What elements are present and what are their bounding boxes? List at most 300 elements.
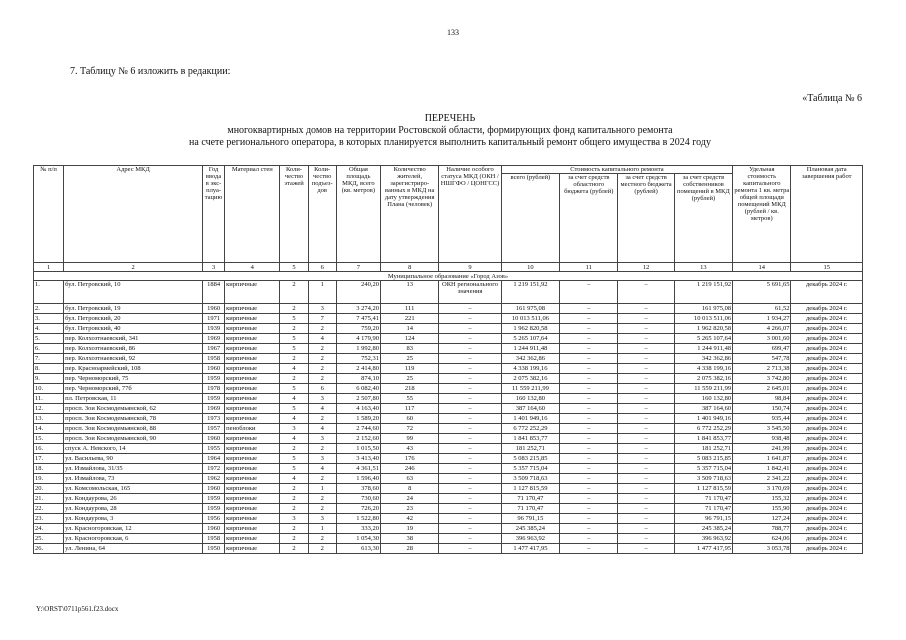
unit-cost-cell: 3 001,60	[733, 334, 791, 344]
material-cell: кирпичные	[225, 374, 280, 384]
cost-local-cell: –	[618, 394, 674, 404]
cost-owners-cell: 387 164,60	[674, 404, 732, 414]
cost-local-cell: –	[618, 464, 674, 474]
unit-cost-cell: 61,52	[733, 304, 791, 314]
material-cell: кирпичные	[225, 514, 280, 524]
unit-cost-cell: 3 742,80	[733, 374, 791, 384]
cost-regional-cell: –	[560, 334, 618, 344]
residents-cell: 111	[381, 304, 439, 314]
status-cell: –	[439, 314, 501, 324]
header-cost-local: за счет средств местного бюджета (рублей)	[618, 174, 674, 263]
floors-cell: 2	[280, 504, 308, 514]
floors-cell: 5	[280, 384, 308, 394]
cost-total-cell: 387 164,60	[501, 404, 559, 414]
address-cell: просп. Зои Космодемьянской, 90	[64, 434, 203, 444]
column-number: 12	[618, 263, 674, 272]
address-cell: ул. Комсомольская, 165	[64, 484, 203, 494]
material-cell: пеноблоки	[225, 424, 280, 434]
cost-regional-cell: –	[560, 374, 618, 384]
header-deadline: Плановая дата завершения работ	[791, 166, 863, 263]
year-cell: 1957	[203, 424, 225, 434]
deadline-cell: декабрь 2024 г.	[791, 524, 863, 534]
area-cell: 378,60	[336, 484, 380, 494]
status-cell: –	[439, 344, 501, 354]
cost-total-cell: 71 170,47	[501, 504, 559, 514]
floors-cell: 2	[280, 304, 308, 314]
year-cell: 1960	[203, 364, 225, 374]
address-cell: бул. Петровский, 19	[64, 304, 203, 314]
material-cell: кирпичные	[225, 364, 280, 374]
address-cell: ул. Кондаурова, 3	[64, 514, 203, 524]
cost-total-cell: 1 127 815,59	[501, 484, 559, 494]
column-number: 13	[674, 263, 732, 272]
material-cell: кирпичные	[225, 324, 280, 334]
row-number: 1.	[34, 281, 64, 304]
year-cell: 1969	[203, 404, 225, 414]
deadline-cell: декабрь 2024 г.	[791, 314, 863, 324]
year-cell: 1960	[203, 434, 225, 444]
material-cell: кирпичные	[225, 444, 280, 454]
area-cell: 4 361,51	[336, 464, 380, 474]
table-row	[34, 414, 863, 424]
column-number: 1	[34, 263, 64, 272]
unit-cost-cell: 241,99	[733, 444, 791, 454]
residents-cell: 23	[381, 504, 439, 514]
cost-local-cell: –	[618, 374, 674, 384]
table-row	[34, 444, 863, 454]
residents-cell: 24	[381, 494, 439, 504]
unit-cost-cell: 935,44	[733, 414, 791, 424]
floors-cell: 2	[280, 374, 308, 384]
row-number: 26.	[34, 544, 64, 554]
table-row	[34, 384, 863, 394]
cost-regional-cell: –	[560, 414, 618, 424]
cost-regional-cell: –	[560, 454, 618, 464]
cost-owners-cell: 160 132,80	[674, 394, 732, 404]
entrances-cell: 2	[308, 324, 336, 334]
address-cell: спуск А. Невского, 14	[64, 444, 203, 454]
file-path-footer: Y:\ORST\0711p561.f23.docx	[36, 605, 119, 613]
residents-cell: 99	[381, 434, 439, 444]
entrances-cell: 4	[308, 404, 336, 414]
deadline-cell: декабрь 2024 г.	[791, 394, 863, 404]
cost-owners-cell: 11 559 211,99	[674, 384, 732, 394]
deadline-cell: декабрь 2024 г.	[791, 504, 863, 514]
cost-local-cell: –	[618, 281, 674, 304]
residents-cell: 124	[381, 334, 439, 344]
unit-cost-cell: 1 934,27	[733, 314, 791, 324]
unit-cost-cell: 1 842,41	[733, 464, 791, 474]
cost-regional-cell: –	[560, 494, 618, 504]
entrances-cell: 3	[308, 304, 336, 314]
table-row	[34, 304, 863, 314]
material-cell: кирпичные	[225, 494, 280, 504]
area-cell: 3 413,40	[336, 454, 380, 464]
year-cell: 1950	[203, 544, 225, 554]
area-cell: 1 054,30	[336, 534, 380, 544]
area-cell: 6 082,40	[336, 384, 380, 394]
residents-cell: 14	[381, 324, 439, 334]
unit-cost-cell: 2 713,38	[733, 364, 791, 374]
row-number: 22.	[34, 504, 64, 514]
address-cell: ул. Измайлова, 31/35	[64, 464, 203, 474]
row-number: 6.	[34, 344, 64, 354]
cost-total-cell: 6 772 252,29	[501, 424, 559, 434]
header-area: Общая площадь МКД, всего (кв. метров)	[336, 166, 380, 263]
material-cell: кирпичные	[225, 504, 280, 514]
title-line-2: многоквартирных домов на территории Ростовской области, формирующих фонд капитального ремонта	[227, 125, 673, 136]
floors-cell: 5	[280, 454, 308, 464]
entrances-cell: 3	[308, 434, 336, 444]
cost-local-cell: –	[618, 344, 674, 354]
floors-cell: 5	[280, 344, 308, 354]
residents-cell: 13	[381, 281, 439, 304]
material-cell: кирпичные	[225, 434, 280, 444]
deadline-cell: декабрь 2024 г.	[791, 484, 863, 494]
floors-cell: 3	[280, 424, 308, 434]
entrances-cell: 4	[308, 424, 336, 434]
cost-total-cell: 160 132,80	[501, 394, 559, 404]
year-cell: 1972	[203, 464, 225, 474]
address-cell: ул. Красногоровская, 6	[64, 534, 203, 544]
cost-local-cell: –	[618, 424, 674, 434]
cost-total-cell: 10 013 511,06	[501, 314, 559, 324]
address-cell: просп. Зои Космодемьянской, 62	[64, 404, 203, 414]
status-cell: –	[439, 414, 501, 424]
material-cell: кирпичные	[225, 544, 280, 554]
area-cell: 726,20	[336, 504, 380, 514]
cost-total-cell: 1 841 853,77	[501, 434, 559, 444]
deadline-cell: декабрь 2024 г.	[791, 544, 863, 554]
entrances-cell: 6	[308, 384, 336, 394]
table-row	[34, 281, 863, 304]
year-cell: 1960	[203, 304, 225, 314]
floors-cell: 4	[280, 474, 308, 484]
entrances-cell: 1	[308, 524, 336, 534]
deadline-cell: декабрь 2024 г.	[791, 384, 863, 394]
row-number: 16.	[34, 444, 64, 454]
entrances-cell: 4	[308, 334, 336, 344]
cost-local-cell: –	[618, 384, 674, 394]
cost-total-cell: 396 963,92	[501, 534, 559, 544]
cost-regional-cell: –	[560, 444, 618, 454]
cost-owners-cell: 245 385,24	[674, 524, 732, 534]
unit-cost-cell: 699,47	[733, 344, 791, 354]
entrances-cell: 2	[308, 544, 336, 554]
year-cell: 1962	[203, 474, 225, 484]
residents-cell: 19	[381, 524, 439, 534]
year-cell: 1959	[203, 394, 225, 404]
cost-local-cell: –	[618, 324, 674, 334]
status-cell: –	[439, 494, 501, 504]
unit-cost-cell: 624,06	[733, 534, 791, 544]
address-cell: просп. Зои Космодемьянской, 88	[64, 424, 203, 434]
cost-regional-cell: –	[560, 324, 618, 334]
cost-owners-cell: 161 975,08	[674, 304, 732, 314]
status-cell: –	[439, 394, 501, 404]
status-cell: –	[439, 524, 501, 534]
address-cell: ул. Кондаурова, 28	[64, 504, 203, 514]
cost-regional-cell: –	[560, 314, 618, 324]
cost-regional-cell: –	[560, 484, 618, 494]
entrances-cell: 2	[308, 364, 336, 374]
status-cell: –	[439, 364, 501, 374]
cost-local-cell: –	[618, 454, 674, 464]
cost-total-cell: 1 477 417,95	[501, 544, 559, 554]
deadline-cell: декабрь 2024 г.	[791, 344, 863, 354]
address-cell: бул. Петровский, 40	[64, 324, 203, 334]
table-row	[34, 544, 863, 554]
area-cell: 2 152,60	[336, 434, 380, 444]
table-row	[34, 524, 863, 534]
status-cell: –	[439, 324, 501, 334]
floors-cell: 3	[280, 514, 308, 524]
cost-local-cell: –	[618, 544, 674, 554]
cost-owners-cell: 1 219 151,92	[674, 281, 732, 304]
material-cell: кирпичные	[225, 474, 280, 484]
status-cell: ОКН регионального значения	[439, 281, 501, 304]
row-number: 18.	[34, 464, 64, 474]
row-number: 10.	[34, 384, 64, 394]
area-cell: 7 475,41	[336, 314, 380, 324]
header-cost-owners: за счет средств собственников помещений в МКД (рублей)	[674, 174, 732, 263]
area-cell: 240,20	[336, 281, 380, 304]
floors-cell: 2	[280, 534, 308, 544]
entrances-cell: 3	[308, 514, 336, 524]
year-cell: 1958	[203, 534, 225, 544]
column-number: 3	[203, 263, 225, 272]
table-row	[34, 464, 863, 474]
table-row	[34, 454, 863, 464]
address-cell: пер. Колхозтнаевский, 341	[64, 334, 203, 344]
cost-local-cell: –	[618, 304, 674, 314]
column-numbers-row	[34, 263, 863, 272]
table-row	[34, 484, 863, 494]
cost-owners-cell: 96 791,15	[674, 514, 732, 524]
row-number: 8.	[34, 364, 64, 374]
unit-cost-cell: 2 645,01	[733, 384, 791, 394]
unit-cost-cell: 938,48	[733, 434, 791, 444]
status-cell: –	[439, 334, 501, 344]
area-cell: 752,31	[336, 354, 380, 364]
cost-local-cell: –	[618, 534, 674, 544]
header-cost-total: всего (рублей)	[501, 174, 559, 263]
residents-cell: 72	[381, 424, 439, 434]
material-cell: кирпичные	[225, 304, 280, 314]
cost-regional-cell: –	[560, 544, 618, 554]
cost-total-cell: 1 219 151,92	[501, 281, 559, 304]
cost-regional-cell: –	[560, 304, 618, 314]
table-row	[34, 504, 863, 514]
column-number: 10	[501, 263, 559, 272]
residents-cell: 8	[381, 484, 439, 494]
deadline-cell: декабрь 2024 г.	[791, 304, 863, 314]
status-cell: –	[439, 514, 501, 524]
cost-owners-cell: 1 401 949,16	[674, 414, 732, 424]
row-number: 2.	[34, 304, 64, 314]
residents-cell: 55	[381, 394, 439, 404]
deadline-cell: декабрь 2024 г.	[791, 454, 863, 464]
entrances-cell: 2	[308, 534, 336, 544]
residents-cell: 221	[381, 314, 439, 324]
area-cell: 613,30	[336, 544, 380, 554]
header-residents: Количество жителей, зарегистриро-ванных в МКД на дату утверждения Плана (человек)	[381, 166, 439, 263]
status-cell: –	[439, 454, 501, 464]
cost-local-cell: –	[618, 414, 674, 424]
unit-cost-cell: 98,84	[733, 394, 791, 404]
material-cell: кирпичные	[225, 414, 280, 424]
floors-cell: 2	[280, 544, 308, 554]
header-unit-cost: Удельная стоимость капитального ремонта 1 кв. метра общей площади помещений МКД (рублей / кв. метров)	[733, 166, 791, 263]
table-row	[34, 344, 863, 354]
cost-regional-cell: –	[560, 364, 618, 374]
cost-local-cell: –	[618, 364, 674, 374]
status-cell: –	[439, 464, 501, 474]
entrances-cell: 2	[308, 504, 336, 514]
unit-cost-cell: 547,78	[733, 354, 791, 364]
unit-cost-cell: 3 545,50	[733, 424, 791, 434]
address-cell: просп. Зои Космодемьянской, 78	[64, 414, 203, 424]
table-row	[34, 314, 863, 324]
cost-total-cell: 5 083 215,85	[501, 454, 559, 464]
entrances-cell: 3	[308, 394, 336, 404]
column-number: 8	[381, 263, 439, 272]
area-cell: 1 522,80	[336, 514, 380, 524]
deadline-cell: декабрь 2024 г.	[791, 474, 863, 484]
row-number: 25.	[34, 534, 64, 544]
cost-total-cell: 96 791,15	[501, 514, 559, 524]
year-cell: 1959	[203, 494, 225, 504]
cost-regional-cell: –	[560, 504, 618, 514]
row-number: 12.	[34, 404, 64, 414]
floors-cell: 2	[280, 494, 308, 504]
deadline-cell: декабрь 2024 г.	[791, 414, 863, 424]
title-line-1: ПЕРЕЧЕНЬ	[424, 113, 476, 124]
address-cell: ул. Кондаурова, 26	[64, 494, 203, 504]
floors-cell: 2	[280, 444, 308, 454]
row-number: 23.	[34, 514, 64, 524]
floors-cell: 4	[280, 364, 308, 374]
material-cell: кирпичные	[225, 384, 280, 394]
cost-total-cell: 71 170,47	[501, 494, 559, 504]
status-cell: –	[439, 534, 501, 544]
status-cell: –	[439, 484, 501, 494]
material-cell: кирпичные	[225, 404, 280, 414]
cost-owners-cell: 1 477 417,95	[674, 544, 732, 554]
floors-cell: 2	[280, 324, 308, 334]
cost-regional-cell: –	[560, 281, 618, 304]
unit-cost-cell: 788,77	[733, 524, 791, 534]
deadline-cell: декабрь 2024 г.	[791, 374, 863, 384]
status-cell: –	[439, 384, 501, 394]
table-row	[34, 434, 863, 444]
address-cell: бул. Петровский, 10	[64, 281, 203, 304]
row-number: 14.	[34, 424, 64, 434]
entrances-cell: 1	[308, 281, 336, 304]
row-number: 11.	[34, 394, 64, 404]
unit-cost-cell: 3 170,69	[733, 484, 791, 494]
cost-local-cell: –	[618, 514, 674, 524]
floors-cell: 5	[280, 314, 308, 324]
document-title	[60, 113, 840, 149]
address-cell: пер. Колхозтнаевский, 86	[64, 344, 203, 354]
cost-local-cell: –	[618, 334, 674, 344]
residents-cell: 83	[381, 344, 439, 354]
address-cell: ул. Измайлова, 73	[64, 474, 203, 484]
deadline-cell: декабрь 2024 г.	[791, 354, 863, 364]
cost-owners-cell: 4 338 199,16	[674, 364, 732, 374]
year-cell: 1964	[203, 454, 225, 464]
cost-total-cell: 2 075 382,16	[501, 374, 559, 384]
cost-owners-cell: 10 013 511,06	[674, 314, 732, 324]
cost-owners-cell: 396 963,92	[674, 534, 732, 544]
row-number: 19.	[34, 474, 64, 484]
entrances-cell: 3	[308, 454, 336, 464]
cost-total-cell: 1 401 949,16	[501, 414, 559, 424]
header-row	[34, 166, 863, 174]
table-row	[34, 474, 863, 484]
cost-owners-cell: 342 362,86	[674, 354, 732, 364]
residents-cell: 38	[381, 534, 439, 544]
area-cell: 1 589,20	[336, 414, 380, 424]
cost-regional-cell: –	[560, 424, 618, 434]
area-cell: 333,20	[336, 524, 380, 534]
municipality-row	[34, 272, 863, 281]
deadline-cell: декабрь 2024 г.	[791, 434, 863, 444]
table-row	[34, 514, 863, 524]
material-cell: кирпичные	[225, 314, 280, 324]
deadline-cell: декабрь 2024 г.	[791, 444, 863, 454]
cost-local-cell: –	[618, 484, 674, 494]
address-cell: пер. Черноморский, 75	[64, 374, 203, 384]
entrances-cell: 2	[308, 414, 336, 424]
header-num: № п/п	[34, 166, 64, 263]
status-cell: –	[439, 544, 501, 554]
table-row	[34, 394, 863, 404]
deadline-cell: декабрь 2024 г.	[791, 514, 863, 524]
column-number: 5	[280, 263, 308, 272]
material-cell: кирпичные	[225, 354, 280, 364]
table-row	[34, 424, 863, 434]
table-reference: «Таблица № 6	[802, 93, 862, 104]
table-row	[34, 364, 863, 374]
year-cell: 1956	[203, 514, 225, 524]
row-number: 13.	[34, 414, 64, 424]
column-number: 15	[791, 263, 863, 272]
unit-cost-cell: 127,24	[733, 514, 791, 524]
entrances-cell: 2	[308, 354, 336, 364]
cost-total-cell: 181 252,71	[501, 444, 559, 454]
column-number: 4	[225, 263, 280, 272]
cost-regional-cell: –	[560, 404, 618, 414]
deadline-cell: декабрь 2024 г.	[791, 364, 863, 374]
cost-local-cell: –	[618, 504, 674, 514]
residents-cell: 119	[381, 364, 439, 374]
cost-regional-cell: –	[560, 474, 618, 484]
area-cell: 4 163,40	[336, 404, 380, 414]
column-number: 2	[64, 263, 203, 272]
year-cell: 1939	[203, 324, 225, 334]
cost-owners-cell: 71 170,47	[674, 494, 732, 504]
row-number: 17.	[34, 454, 64, 464]
table-row	[34, 534, 863, 544]
residents-cell: 63	[381, 474, 439, 484]
deadline-cell: декабрь 2024 г.	[791, 494, 863, 504]
status-cell: –	[439, 404, 501, 414]
cost-regional-cell: –	[560, 344, 618, 354]
cost-owners-cell: 181 252,71	[674, 444, 732, 454]
deadline-cell: декабрь 2024 г.	[791, 404, 863, 414]
